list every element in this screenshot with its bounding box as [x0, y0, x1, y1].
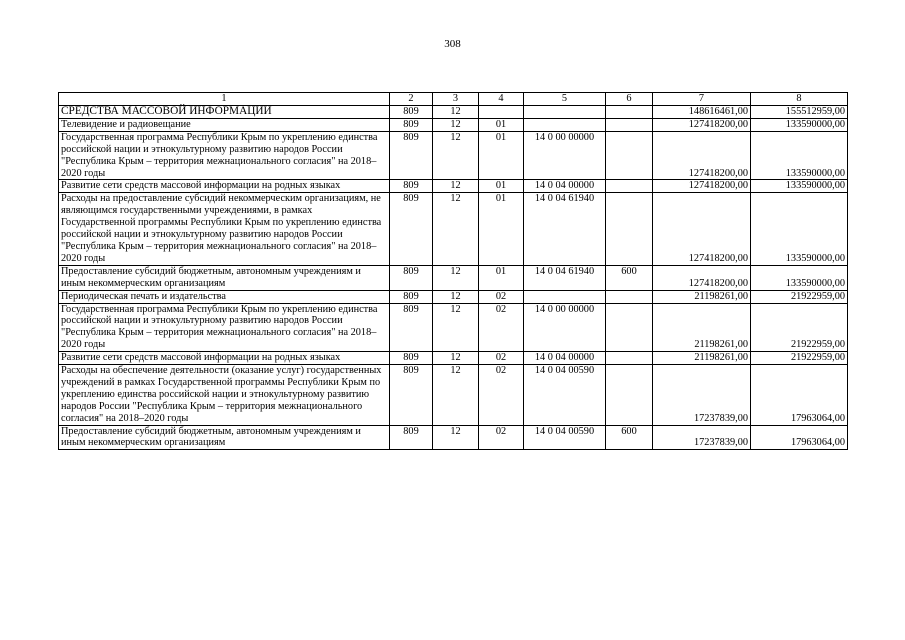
amount-col7-cell: 127418200,00: [653, 131, 751, 180]
row-name-cell: СРЕДСТВА МАССОВОЙ ИНФОРМАЦИИ: [59, 106, 390, 119]
row-name-cell: Телевидение и радиовещание: [59, 118, 390, 131]
table-row: [59, 106, 848, 119]
header-cell: 6: [606, 93, 653, 106]
col3-cell: 12: [433, 118, 479, 131]
col6-cell: 600: [606, 265, 653, 290]
col5-cell: 14 0 00 00000: [524, 303, 606, 352]
col5-cell: 14 0 04 61940: [524, 193, 606, 265]
col4-cell: 01: [479, 265, 524, 290]
col2-cell: 809: [390, 131, 433, 180]
header-cell: 5: [524, 93, 606, 106]
col6-cell: [606, 303, 653, 352]
row-name-cell: Предоставление субсидий бюджетным, автономным учреждениям и иным некоммерческим организациям: [59, 425, 390, 450]
amount-col7-cell: 17237839,00: [653, 425, 751, 450]
row-name-cell: Государственная программа Республики Крым по укреплению единства российской нации и этнокультурному развитию народов России "Республика Крым – территория межнационального согласия" на 2018–2020 годы: [59, 303, 390, 352]
col6-cell: [606, 180, 653, 193]
row-name-cell: Государственная программа Республики Крым по укреплению единства российской нации и этнокультурному развитию народов России "Республика Крым – территория межнационального согласия" на 2018–2020 годы: [59, 131, 390, 180]
table-row: [59, 180, 848, 193]
col5-cell: 14 0 04 00590: [524, 365, 606, 426]
amount-col8-cell: 133590000,00: [751, 118, 848, 131]
row-name-cell: Расходы на обеспечение деятельности (оказание услуг) государственных учреждений в рамках Государственной программы Республики Крым по укреплению единства российской нации и этнокультурному развитию народов России "Республика Крым – территория межнационального согласия" на 2018–2020 годы: [59, 365, 390, 426]
row-name-cell: Предоставление субсидий бюджетным, автономным учреждениям и иным некоммерческим организациям: [59, 265, 390, 290]
col5-cell: 14 0 04 61940: [524, 265, 606, 290]
row-name-cell: Развитие сети средств массовой информации на родных языках: [59, 352, 390, 365]
col3-cell: 12: [433, 193, 479, 265]
col5-cell: [524, 106, 606, 119]
table-row: [59, 131, 848, 180]
amount-col7-cell: 21198261,00: [653, 303, 751, 352]
col3-cell: 12: [433, 131, 479, 180]
amount-col8-cell: 21922959,00: [751, 303, 848, 352]
header-cell: 2: [390, 93, 433, 106]
row-name-cell: Развитие сети средств массовой информации на родных языках: [59, 180, 390, 193]
col2-cell: 809: [390, 106, 433, 119]
col5-cell: 14 0 00 00000: [524, 131, 606, 180]
col5-cell: 14 0 04 00000: [524, 352, 606, 365]
header-cell: 8: [751, 93, 848, 106]
table-row: [59, 118, 848, 131]
col5-cell: 14 0 04 00000: [524, 180, 606, 193]
col2-cell: 809: [390, 180, 433, 193]
col4-cell: 01: [479, 131, 524, 180]
col2-cell: 809: [390, 352, 433, 365]
amount-col7-cell: 17237839,00: [653, 365, 751, 426]
amount-col7-cell: 148616461,00: [653, 106, 751, 119]
col6-cell: [606, 365, 653, 426]
amount-col8-cell: 17963064,00: [751, 365, 848, 426]
col4-cell: 02: [479, 425, 524, 450]
col2-cell: 809: [390, 290, 433, 303]
col4-cell: 01: [479, 180, 524, 193]
col3-cell: 12: [433, 265, 479, 290]
budget-table: [58, 92, 848, 450]
header-cell: 1: [59, 93, 390, 106]
col2-cell: 809: [390, 265, 433, 290]
col3-cell: 12: [433, 352, 479, 365]
header-cell: 3: [433, 93, 479, 106]
col6-cell: [606, 290, 653, 303]
row-name-cell: Расходы на предоставление субсидий некоммерческим организациям, не являющимся государственными учреждениями, в рамках Государственной программы Республики Крым по укреплению единства российской нации и этнокультурному развитию народов России "Республика Крым – территория межнационального согласия" на 2018–2020 годы: [59, 193, 390, 265]
col3-cell: 12: [433, 180, 479, 193]
col4-cell: 02: [479, 303, 524, 352]
amount-col8-cell: 17963064,00: [751, 425, 848, 450]
col2-cell: 809: [390, 118, 433, 131]
amount-col7-cell: 127418200,00: [653, 118, 751, 131]
col4-cell: 01: [479, 193, 524, 265]
amount-col7-cell: 127418200,00: [653, 180, 751, 193]
amount-col8-cell: 21922959,00: [751, 290, 848, 303]
col2-cell: 809: [390, 193, 433, 265]
amount-col8-cell: 133590000,00: [751, 265, 848, 290]
col4-cell: 02: [479, 365, 524, 426]
col2-cell: 809: [390, 365, 433, 426]
amount-col8-cell: 21922959,00: [751, 352, 848, 365]
col4-cell: 02: [479, 352, 524, 365]
col3-cell: 12: [433, 365, 479, 426]
col3-cell: 12: [433, 425, 479, 450]
table-row: [59, 265, 848, 290]
table-header-row: [59, 93, 848, 106]
col4-cell: [479, 106, 524, 119]
amount-col8-cell: 133590000,00: [751, 131, 848, 180]
col6-cell: [606, 193, 653, 265]
col6-cell: 600: [606, 425, 653, 450]
row-name-cell: Периодическая печать и издательства: [59, 290, 390, 303]
table-row: [59, 193, 848, 265]
amount-col7-cell: 21198261,00: [653, 290, 751, 303]
amount-col8-cell: 133590000,00: [751, 180, 848, 193]
amount-col7-cell: 127418200,00: [653, 193, 751, 265]
col5-cell: [524, 290, 606, 303]
amount-col8-cell: 155512959,00: [751, 106, 848, 119]
col4-cell: 01: [479, 118, 524, 131]
amount-col7-cell: 21198261,00: [653, 352, 751, 365]
table-row: [59, 365, 848, 426]
col6-cell: [606, 118, 653, 131]
col6-cell: [606, 106, 653, 119]
table-row: [59, 352, 848, 365]
col2-cell: 809: [390, 303, 433, 352]
table-row: [59, 303, 848, 352]
col3-cell: 12: [433, 106, 479, 119]
table-row: [59, 290, 848, 303]
amount-col8-cell: 133590000,00: [751, 193, 848, 265]
col2-cell: 809: [390, 425, 433, 450]
col3-cell: 12: [433, 290, 479, 303]
table-row: [59, 425, 848, 450]
col4-cell: 02: [479, 290, 524, 303]
page-number: 308: [444, 38, 461, 50]
col6-cell: [606, 352, 653, 365]
header-cell: 4: [479, 93, 524, 106]
col5-cell: 14 0 04 00590: [524, 425, 606, 450]
col3-cell: 12: [433, 303, 479, 352]
col5-cell: [524, 118, 606, 131]
header-cell: 7: [653, 93, 751, 106]
col6-cell: [606, 131, 653, 180]
amount-col7-cell: 127418200,00: [653, 265, 751, 290]
